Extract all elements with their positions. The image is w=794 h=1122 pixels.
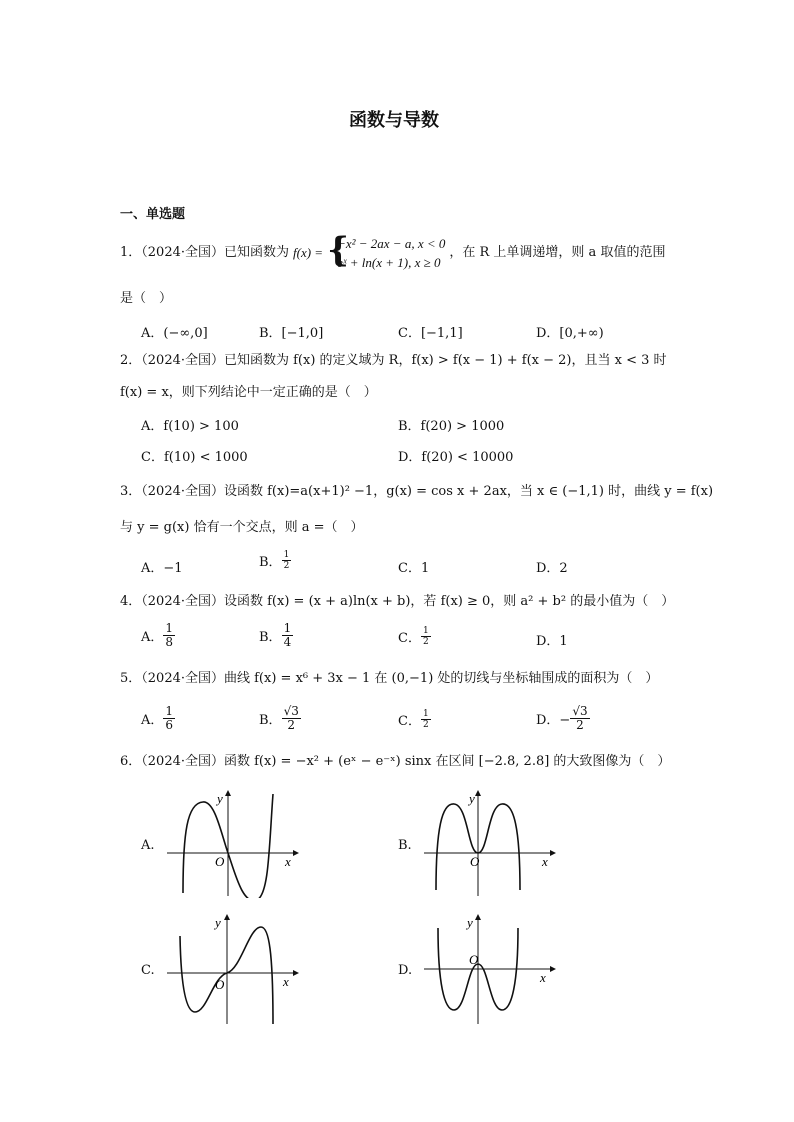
graph-b-x-label: x (542, 854, 548, 869)
q5-option-a-fraction (163, 705, 175, 732)
q5-option-d-fraction (570, 705, 589, 732)
q3-option-b[interactable] (259, 550, 291, 571)
q4-option-a[interactable] (141, 622, 175, 649)
q4-option-c-num: 1 (422, 626, 429, 636)
q4-option-a-fraction (163, 622, 175, 649)
q5-option-c-fraction (421, 709, 431, 730)
q6-option-c-label[interactable]: C. (141, 963, 155, 978)
q4-option-a-num: 1 (165, 621, 174, 635)
q6-option-b-label[interactable]: B. (398, 838, 412, 853)
q1-piecewise: { −x² − 2ax − a, x < 0 eˣ + ln(x + 1), x ≥ 0 (327, 230, 446, 270)
q6-option-a-label[interactable]: A. (141, 838, 155, 853)
q6-graph-c[interactable] (165, 912, 300, 1027)
graph-b-y-arrow (475, 790, 481, 796)
q3-line-1: 3．（2024·全国）设函数 f(x)=a(x+1)² −1，g(x) = cos x + 2ax，当 x ∈ (−1,1) 时，曲线 y = f(x) (120, 484, 714, 499)
q4-option-c[interactable] (398, 626, 431, 647)
q4-option-c-fraction (421, 626, 431, 647)
q2-line-2: f(x) = x，则下列结论中一定正确的是（ ） (120, 385, 377, 400)
q5-option-c-den: 2 (422, 720, 429, 730)
section-heading: 一、单选题 (120, 207, 186, 222)
q5-option-a-num: 1 (165, 704, 174, 718)
q6-option-d-label[interactable]: D. (398, 963, 413, 978)
q3-option-b-fraction (282, 550, 292, 571)
graph-a-origin: O (215, 854, 225, 869)
graph-b-x-arrow (550, 850, 556, 856)
q2-option-c[interactable]: C．f(10) < 1000 (141, 450, 248, 465)
question-1 (120, 230, 666, 272)
q1-suffix: ，在 R 上单调递增，则 a 取值的范围 (449, 245, 666, 260)
q3-option-d[interactable]: D．2 (536, 561, 568, 576)
graph-c-y-arrow (224, 914, 230, 920)
q1-line-2: 是（ ） (120, 291, 173, 306)
q5-option-d-label: D．− (536, 713, 571, 728)
q1-piece-1: −x² − 2ax − a, x < 0 (337, 236, 446, 251)
q2-option-d[interactable]: D．f(20) < 10000 (398, 450, 514, 465)
q4-option-c-label: C． (398, 631, 421, 646)
graph-d-y-label: y (467, 915, 473, 930)
q2-option-b[interactable]: B．f(20) > 1000 (398, 419, 505, 434)
graph-c-origin: O (215, 977, 225, 992)
graph-a-y-arrow (225, 790, 231, 796)
q3-option-c[interactable]: C．1 (398, 561, 430, 576)
q6-line-1: 6．（2024·全国）函数 f(x) = −x² + (eˣ − e⁻ˣ) sinx 在区间 [−2.8, 2.8] 的大致图像为（ ） (120, 754, 671, 769)
q1-option-c[interactable]: C．[−1,1] (398, 326, 463, 341)
q5-option-c[interactable] (398, 709, 431, 730)
q1-option-b[interactable]: B．[−1,0] (259, 326, 324, 341)
q3-line-2: 与 y = g(x) 恰有一个交点，则 a =（ ） (120, 520, 364, 535)
q5-option-b-num: √3 (283, 704, 299, 718)
q4-option-b-fraction (282, 622, 294, 649)
graph-d-origin: O (469, 952, 479, 967)
q6-graph-a[interactable] (165, 788, 300, 898)
graph-b-origin: O (470, 854, 480, 869)
graph-a-y-label: y (217, 791, 223, 806)
q5-option-b[interactable] (259, 705, 301, 732)
q1-option-d[interactable]: D．[0,+∞) (536, 326, 604, 341)
q5-option-b-label: B． (259, 713, 282, 728)
q5-option-a-label: A． (141, 713, 164, 728)
q4-option-b-den: 4 (283, 635, 292, 649)
q5-option-d[interactable] (536, 705, 590, 732)
q5-option-a[interactable] (141, 705, 175, 732)
q4-option-a-label: A． (141, 630, 164, 645)
q2-line-1: 2．（2024·全国）已知函数为 f(x) 的定义域为 R，f(x) > f(x − 1) + f(x − 2)，且当 x < 3 时 (120, 353, 667, 368)
q1-prefix: 1．（2024·全国）已知函数为 (120, 245, 289, 260)
graph-b-y-label: y (469, 791, 475, 806)
q4-option-b-num: 1 (283, 621, 292, 635)
q5-option-b-den: 2 (287, 718, 296, 732)
graph-a-x-arrow (293, 850, 299, 856)
q5-option-a-den: 6 (165, 718, 174, 732)
q5-option-b-fraction (282, 705, 301, 732)
graph-a-x-label: x (285, 854, 291, 869)
graph-c-x-label: x (283, 974, 289, 989)
q4-option-d[interactable]: D．1 (536, 634, 568, 649)
q1-piece-2: eˣ + ln(x + 1), x ≥ 0 (337, 255, 441, 270)
q3-option-b-num: 1 (283, 550, 290, 560)
q1-func: f(x) = (293, 245, 324, 260)
q1-option-a[interactable]: A．(−∞,0] (141, 326, 208, 341)
q4-option-b[interactable] (259, 622, 293, 649)
q5-option-c-num: 1 (422, 709, 429, 719)
q5-option-d-num: √3 (572, 704, 588, 718)
q4-option-c-den: 2 (422, 637, 429, 647)
q2-option-a[interactable]: A．f(10) > 100 (141, 419, 239, 434)
q3-option-b-label: B． (259, 555, 282, 570)
q5-option-d-den: 2 (576, 718, 584, 732)
q3-option-b-den: 2 (283, 561, 290, 571)
q6-graph-d[interactable] (422, 912, 557, 1027)
q6-graph-b[interactable] (422, 788, 557, 898)
q4-line-1: 4．（2024·全国）设函数 f(x) = (x + a)ln(x + b)，若 f(x) ≥ 0，则 a² + b² 的最小值为（ ） (120, 594, 675, 609)
q4-option-a-den: 8 (165, 635, 174, 649)
graph-c-x-arrow (293, 970, 299, 976)
q3-option-a[interactable]: A．−1 (141, 561, 183, 576)
q4-option-b-label: B． (259, 630, 282, 645)
q5-option-c-label: C． (398, 714, 421, 729)
q5-line-1: 5．（2024·全国）曲线 f(x) = x⁶ + 3x − 1 在 (0,−1) 处的切线与坐标轴围成的面积为（ ） (120, 671, 659, 686)
graph-d-x-arrow (550, 966, 556, 972)
page-title: 函数与导数 (349, 110, 439, 131)
graph-d-x-label: x (540, 970, 546, 985)
graph-c-y-label: y (215, 915, 221, 930)
graph-d-y-arrow (475, 914, 481, 920)
